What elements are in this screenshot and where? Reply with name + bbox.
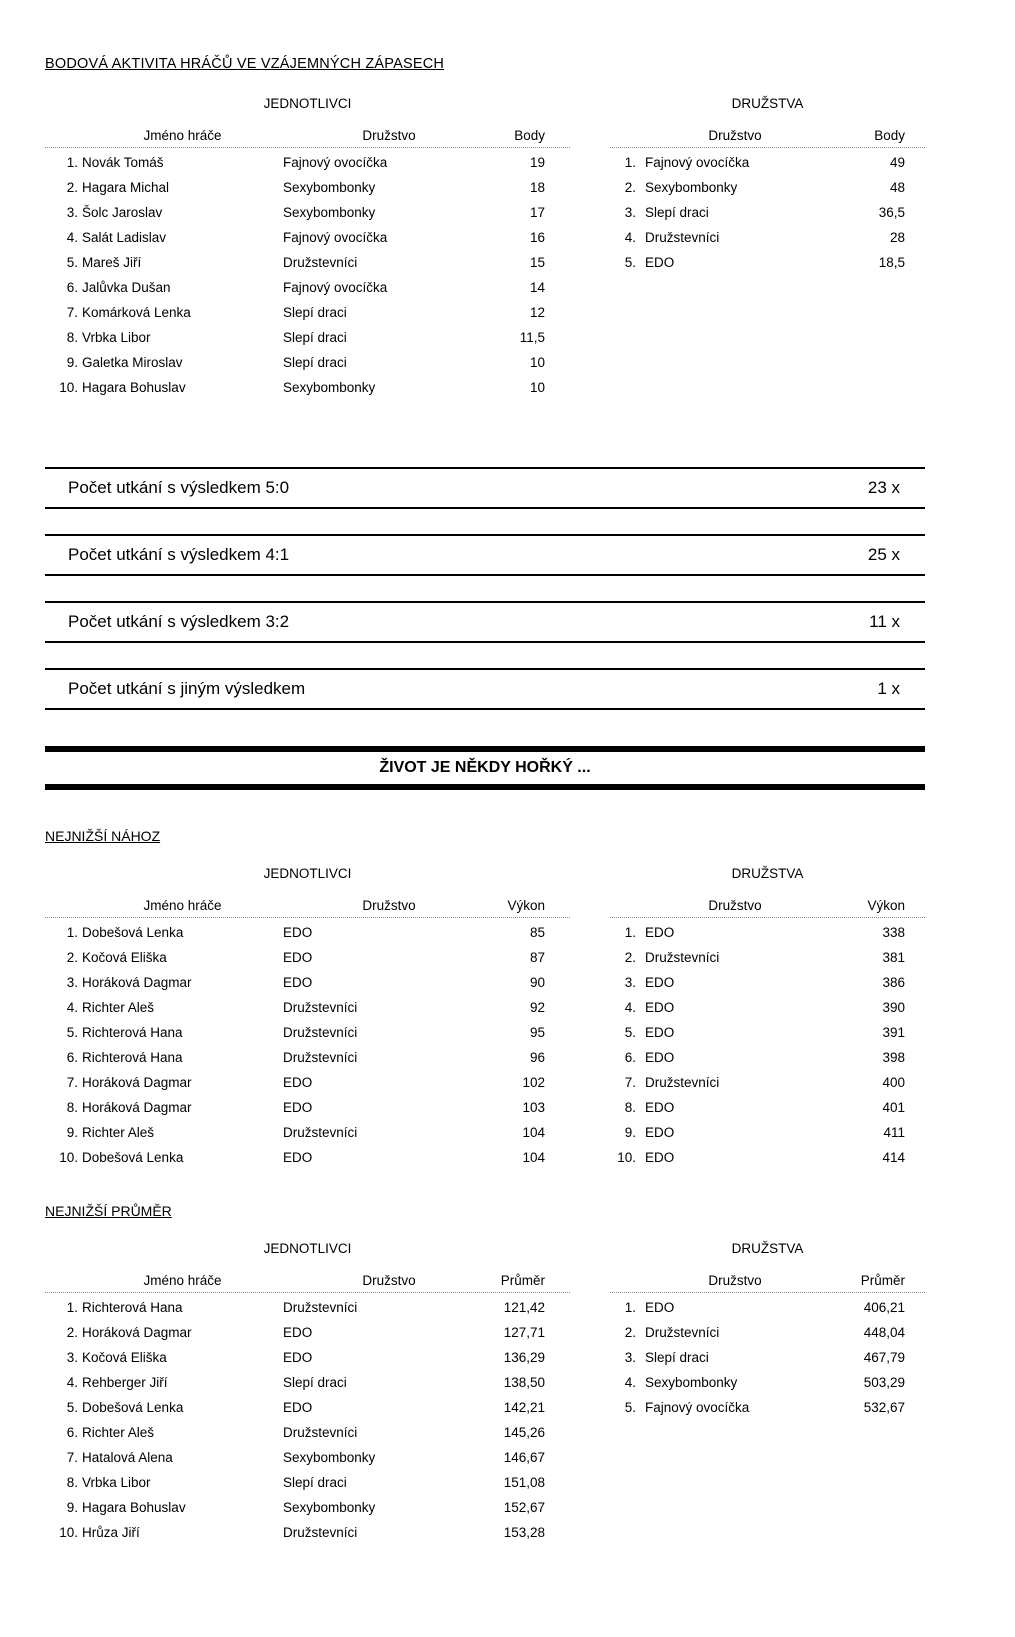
rank-cell: 2. [624, 950, 636, 965]
value-cell: 153,28 [503, 1525, 545, 1540]
team-name-cell: EDO [645, 255, 675, 270]
team-cell: Fajnový ovocíčka [283, 230, 388, 245]
table-body [610, 918, 925, 1170]
team-cell: EDO [283, 1075, 313, 1090]
player-name-cell: Horáková Dagmar [82, 975, 192, 990]
column-header-team: Družstvo [362, 898, 416, 913]
value-cell: 121,42 [503, 1300, 545, 1315]
table-body [45, 918, 570, 1170]
individuals-heading: JEDNOTLIVCI [263, 1241, 352, 1256]
value-cell: 17 [529, 205, 545, 220]
rank-cell: 9. [66, 1500, 78, 1515]
points-teams-block [610, 96, 925, 275]
player-name-cell: Richterová Hana [82, 1025, 183, 1040]
value-cell: 467,79 [863, 1350, 905, 1365]
player-name-cell: Hatalová Alena [82, 1450, 173, 1465]
table-header [45, 128, 570, 148]
rank-cell: 4. [66, 1375, 78, 1390]
rank-cell: 4. [66, 1000, 78, 1015]
rank-cell: 2. [624, 180, 636, 195]
team-name-cell: Fajnový ovocíčka [645, 155, 750, 170]
rank-cell: 7. [66, 1450, 78, 1465]
teams-heading: DRUŽSTVA [731, 866, 804, 881]
individuals-heading: JEDNOTLIVCI [263, 866, 352, 881]
team-cell: Slepí draci [283, 355, 347, 370]
value-cell: 406,21 [863, 1300, 905, 1315]
team-cell: EDO [283, 1400, 313, 1415]
team-cell: Družstevníci [283, 1125, 358, 1140]
team-name-cell: Fajnový ovocíčka [645, 1400, 750, 1415]
column-header-value: Body [514, 128, 545, 143]
team-name-cell: Slepí draci [645, 205, 709, 220]
value-cell: 400 [882, 1075, 905, 1090]
team-name-cell: Sexybombonky [645, 180, 738, 195]
page-title: BODOVÁ AKTIVITA HRÁČŮ VE VZÁJEMNÝCH ZÁPASECH [45, 56, 445, 72]
column-header-team: Družstvo [708, 898, 762, 913]
nahoz-teams-table [610, 898, 925, 1170]
column-header-team: Družstvo [362, 128, 416, 143]
value-cell: 90 [529, 975, 545, 990]
table-header [45, 1273, 570, 1293]
team-cell: EDO [283, 1350, 313, 1365]
team-cell: Družstevníci [283, 1300, 358, 1315]
player-name-cell: Kočová Eliška [82, 1350, 167, 1365]
value-cell: 338 [882, 925, 905, 940]
player-name-cell: Richter Aleš [82, 1125, 155, 1140]
nahoz-section [45, 828, 925, 1170]
team-name-cell: Družstevníci [645, 950, 720, 965]
player-name-cell: Horáková Dagmar [82, 1075, 192, 1090]
player-name-cell: Vrbka Libor [82, 1475, 151, 1490]
banner-count: 25 x [867, 545, 900, 564]
player-name-cell: Šolc Jaroslav [82, 205, 163, 220]
individuals-heading: JEDNOTLIVCI [263, 96, 352, 111]
divider-title: ŽIVOT JE NĚKDY HOŘKÝ ... [379, 759, 591, 776]
value-cell: 11,5 [519, 330, 545, 345]
value-cell: 390 [882, 1000, 905, 1015]
rank-cell: 1. [66, 155, 78, 170]
player-name-cell: Richter Aleš [82, 1000, 155, 1015]
team-cell: Sexybombonky [283, 205, 376, 220]
rank-cell: 7. [66, 1075, 78, 1090]
rank-cell: 6. [66, 1050, 78, 1065]
player-name-cell: Hrůza Jiří [82, 1525, 140, 1540]
nahoz-individuals-table [45, 898, 570, 1170]
player-name-cell: Jalůvka Dušan [82, 280, 171, 295]
value-cell: 448,04 [863, 1325, 905, 1340]
player-name-cell: Richter Aleš [82, 1425, 155, 1440]
table-header [610, 898, 925, 918]
team-cell: EDO [283, 1150, 313, 1165]
divider-bar [45, 784, 925, 790]
nahoz-title: NEJNIŽŠÍ NÁHOZ [45, 828, 161, 844]
rank-cell: 9. [66, 1125, 78, 1140]
team-cell: Fajnový ovocíčka [283, 155, 388, 170]
value-cell: 532,67 [863, 1400, 905, 1415]
rank-cell: 5. [66, 255, 78, 270]
player-name-cell: Novák Tomáš [82, 155, 164, 170]
value-cell: 386 [882, 975, 905, 990]
team-cell: EDO [283, 1100, 313, 1115]
value-cell: 95 [529, 1025, 545, 1040]
rank-cell: 10. [59, 1525, 78, 1540]
player-name-cell: Dobešová Lenka [82, 925, 184, 940]
table-body [610, 1293, 925, 1420]
player-name-cell: Komárková Lenka [82, 305, 191, 320]
value-cell: 104 [522, 1150, 545, 1165]
table-body [45, 148, 570, 400]
rank-cell: 1. [66, 1300, 78, 1315]
section-divider [45, 746, 925, 790]
table-header [610, 128, 925, 148]
team-cell: EDO [283, 925, 313, 940]
team-name-cell: EDO [645, 1025, 675, 1040]
team-cell: Družstevníci [283, 1525, 358, 1540]
rank-cell: 1. [66, 925, 78, 940]
prumer-individuals-table [45, 1273, 570, 1545]
team-cell: Družstevníci [283, 1050, 358, 1065]
rank-cell: 5. [66, 1400, 78, 1415]
value-cell: 49 [889, 155, 905, 170]
value-cell: 103 [522, 1100, 545, 1115]
team-name-cell: Slepí draci [645, 1350, 709, 1365]
team-name-cell: EDO [645, 975, 675, 990]
rank-cell: 4. [66, 230, 78, 245]
nahoz-individuals-block [45, 866, 570, 1170]
player-name-cell: Richterová Hana [82, 1050, 183, 1065]
rank-cell: 5. [624, 255, 636, 270]
value-cell: 142,21 [503, 1400, 545, 1415]
value-cell: 16 [529, 230, 545, 245]
rank-cell: 3. [66, 1350, 78, 1365]
value-cell: 127,71 [503, 1325, 545, 1340]
team-cell: EDO [283, 1325, 313, 1340]
team-name-cell: Družstevníci [645, 1075, 720, 1090]
value-cell: 398 [882, 1050, 905, 1065]
team-cell: Slepí draci [283, 305, 347, 320]
team-cell: Sexybombonky [283, 1500, 376, 1515]
rank-cell: 3. [624, 975, 636, 990]
value-cell: 87 [529, 950, 545, 965]
banner-result-other [45, 668, 925, 710]
column-header-team: Družstvo [362, 1273, 416, 1288]
banner-label: Počet utkání s jiným výsledkem [68, 679, 306, 698]
value-cell: 96 [529, 1050, 545, 1065]
team-cell: Slepí draci [283, 1475, 347, 1490]
player-name-cell: Kočová Eliška [82, 950, 167, 965]
banner-label: Počet utkání s výsledkem 3:2 [68, 612, 290, 631]
rank-cell: 1. [624, 155, 636, 170]
value-cell: 381 [882, 950, 905, 965]
rank-cell: 10. [617, 1150, 636, 1165]
value-cell: 10 [529, 380, 545, 395]
banner-count: 23 x [867, 478, 900, 497]
rank-cell: 2. [66, 950, 78, 965]
team-name-cell: EDO [645, 1000, 675, 1015]
team-cell: EDO [283, 950, 313, 965]
value-cell: 401 [882, 1100, 905, 1115]
table-header [45, 898, 570, 918]
rank-cell: 8. [66, 1100, 78, 1115]
team-cell: Sexybombonky [283, 180, 376, 195]
player-name-cell: Horáková Dagmar [82, 1325, 192, 1340]
rank-cell: 3. [624, 205, 636, 220]
player-name-cell: Dobešová Lenka [82, 1400, 184, 1415]
rank-cell: 8. [66, 330, 78, 345]
rank-cell: 4. [624, 1375, 636, 1390]
player-name-cell: Horáková Dagmar [82, 1100, 192, 1115]
value-cell: 14 [529, 280, 545, 295]
value-cell: 28 [889, 230, 905, 245]
team-cell: Sexybombonky [283, 380, 376, 395]
team-cell: EDO [283, 975, 313, 990]
team-cell: Družstevníci [283, 1025, 358, 1040]
value-cell: 18 [529, 180, 545, 195]
rank-cell: 6. [624, 1050, 636, 1065]
value-cell: 414 [882, 1150, 905, 1165]
prumer-title: NEJNIŽŠÍ PRŮMĚR [45, 1203, 172, 1219]
value-cell: 102 [522, 1075, 545, 1090]
team-name-cell: EDO [645, 1150, 675, 1165]
rank-cell: 2. [624, 1325, 636, 1340]
column-header-value: Průměr [500, 1273, 545, 1288]
teams-heading: DRUŽSTVA [731, 1241, 804, 1256]
rank-cell: 4. [624, 230, 636, 245]
rank-cell: 5. [624, 1400, 636, 1415]
rank-cell: 3. [66, 975, 78, 990]
value-cell: 138,50 [503, 1375, 545, 1390]
value-cell: 151,08 [503, 1475, 545, 1490]
value-cell: 136,29 [503, 1350, 545, 1365]
banner-label: Počet utkání s výsledkem 4:1 [68, 545, 290, 564]
rank-cell: 8. [66, 1475, 78, 1490]
team-cell: Slepí draci [283, 1375, 347, 1390]
table-header [610, 1273, 925, 1293]
rank-cell: 6. [66, 280, 78, 295]
value-cell: 19 [529, 155, 545, 170]
rank-cell: 10. [59, 1150, 78, 1165]
prumer-teams-table [610, 1273, 925, 1420]
result-banners [45, 467, 925, 710]
value-cell: 391 [882, 1025, 905, 1040]
value-cell: 411 [883, 1125, 905, 1140]
player-name-cell: Hagara Bohuslav [82, 380, 186, 395]
points-individuals-block [45, 96, 570, 400]
value-cell: 92 [529, 1000, 545, 1015]
value-cell: 503,29 [863, 1375, 905, 1390]
rank-cell: 3. [624, 1350, 636, 1365]
value-cell: 145,26 [503, 1425, 545, 1440]
banner-label: Počet utkání s výsledkem 5:0 [68, 478, 290, 497]
column-header-player-name: Jméno hráče [143, 1273, 222, 1288]
player-name-cell: Rehberger Jiří [82, 1375, 168, 1390]
value-cell: 146,67 [503, 1450, 545, 1465]
value-cell: 18,5 [878, 255, 905, 270]
column-header-team: Družstvo [708, 128, 762, 143]
team-name-cell: EDO [645, 1125, 675, 1140]
rank-cell: 1. [624, 925, 636, 940]
team-name-cell: EDO [645, 1050, 675, 1065]
column-header-player-name: Jméno hráče [143, 898, 222, 913]
column-header-team: Družstvo [708, 1273, 762, 1288]
player-name-cell: Vrbka Libor [82, 330, 151, 345]
player-name-cell: Salát Ladislav [82, 230, 167, 245]
banner-count: 11 x [869, 612, 900, 631]
team-name-cell: EDO [645, 925, 675, 940]
team-name-cell: EDO [645, 1300, 675, 1315]
team-cell: Fajnový ovocíčka [283, 280, 388, 295]
rank-cell: 7. [66, 305, 78, 320]
column-header-player-name: Jméno hráče [143, 128, 222, 143]
value-cell: 85 [529, 925, 545, 940]
banner-count: 1 x [877, 679, 900, 698]
column-header-value: Průměr [860, 1273, 905, 1288]
rank-cell: 2. [66, 1325, 78, 1340]
team-name-cell: EDO [645, 1100, 675, 1115]
points-teams-table [610, 128, 925, 275]
nahoz-teams-block [610, 866, 925, 1170]
rank-cell: 6. [66, 1425, 78, 1440]
team-name-cell: Družstevníci [645, 1325, 720, 1340]
rank-cell: 5. [624, 1025, 636, 1040]
points-individuals-table [45, 128, 570, 400]
value-cell: 15 [529, 255, 545, 270]
team-cell: Sexybombonky [283, 1450, 376, 1465]
team-name-cell: Sexybombonky [645, 1375, 738, 1390]
value-cell: 152,67 [503, 1500, 545, 1515]
rank-cell: 9. [66, 355, 78, 370]
column-header-value: Výkon [867, 898, 905, 913]
team-cell: Družstevníci [283, 1425, 358, 1440]
team-cell: Slepí draci [283, 330, 347, 345]
team-cell: Družstevníci [283, 1000, 358, 1015]
rank-cell: 2. [66, 180, 78, 195]
prumer-section [45, 1203, 925, 1545]
value-cell: 12 [529, 305, 545, 320]
value-cell: 48 [889, 180, 905, 195]
rank-cell: 1. [624, 1300, 636, 1315]
column-header-value: Body [874, 128, 905, 143]
rank-cell: 7. [624, 1075, 636, 1090]
player-name-cell: Mareš Jiří [82, 255, 142, 270]
player-name-cell: Hagara Michal [82, 180, 170, 195]
value-cell: 104 [522, 1125, 545, 1140]
prumer-teams-block [610, 1241, 925, 1420]
banner-result-4-1 [45, 534, 925, 576]
banner-result-3-2 [45, 601, 925, 643]
player-name-cell: Galetka Miroslav [82, 355, 183, 370]
rank-cell: 4. [624, 1000, 636, 1015]
rank-cell: 3. [66, 205, 78, 220]
rank-cell: 8. [624, 1100, 636, 1115]
points-section [45, 96, 925, 400]
table-body [45, 1293, 570, 1545]
team-cell: Družstevníci [283, 255, 358, 270]
player-name-cell: Hagara Bohuslav [82, 1500, 186, 1515]
table-body [610, 148, 925, 275]
rank-cell: 5. [66, 1025, 78, 1040]
banner-result-5-0 [45, 467, 925, 509]
column-header-value: Výkon [507, 898, 545, 913]
prumer-individuals-block [45, 1241, 570, 1545]
teams-heading: DRUŽSTVA [731, 96, 804, 111]
rank-cell: 9. [624, 1125, 636, 1140]
value-cell: 36,5 [878, 205, 905, 220]
rank-cell: 10. [59, 380, 78, 395]
player-name-cell: Dobešová Lenka [82, 1150, 184, 1165]
player-name-cell: Richterová Hana [82, 1300, 183, 1315]
team-name-cell: Družstevníci [645, 230, 720, 245]
value-cell: 10 [529, 355, 545, 370]
